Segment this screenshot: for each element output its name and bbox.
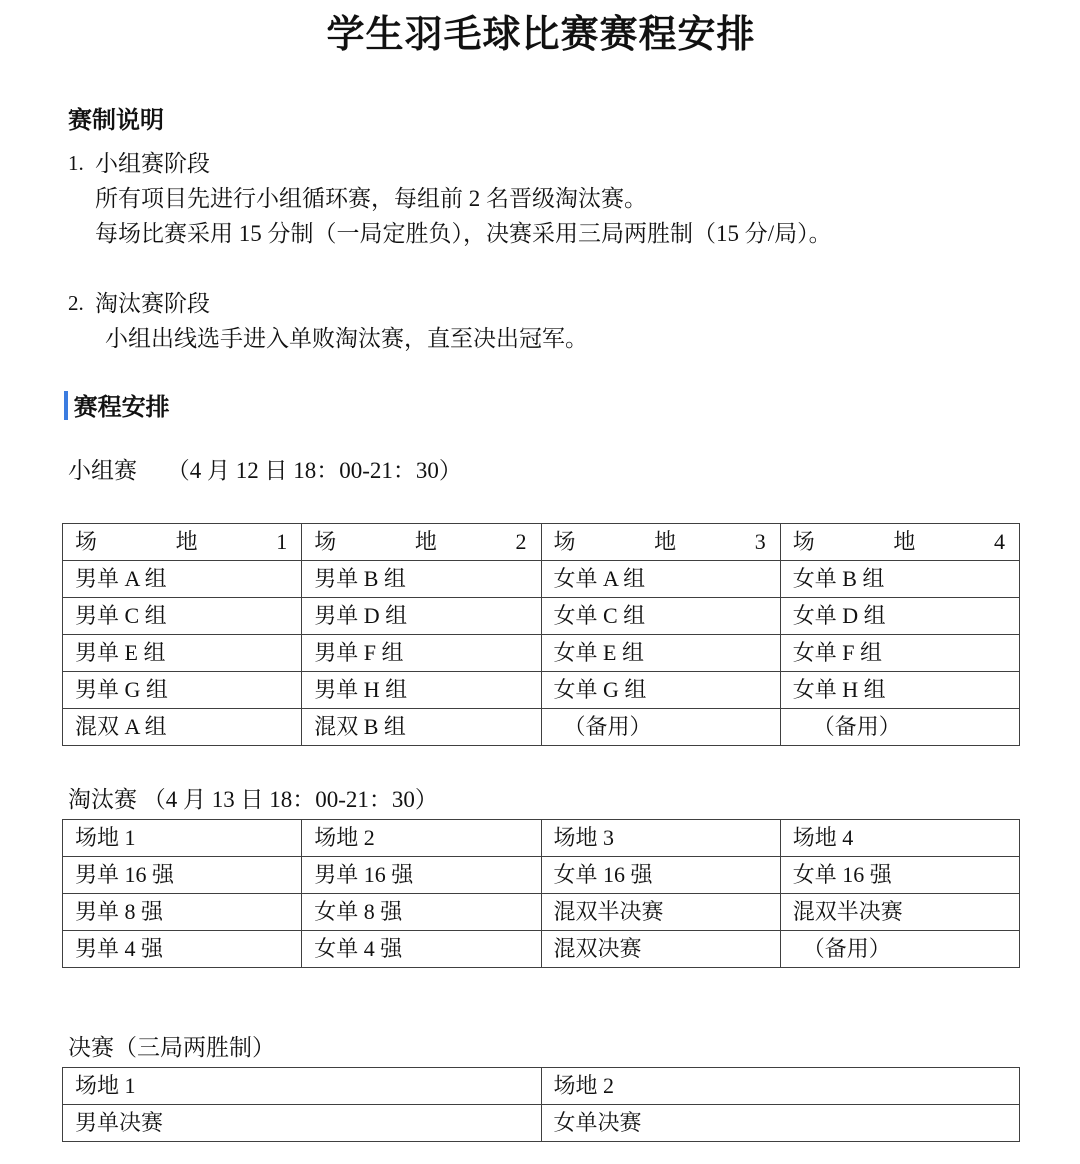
table-cell: 男单 16 强 bbox=[302, 857, 541, 894]
table-cell: 女单 F 组 bbox=[780, 635, 1019, 672]
court-1-header: 场 地 1 bbox=[63, 524, 302, 561]
table-header-row bbox=[63, 820, 1020, 857]
court-2-header: 场 地 2 bbox=[302, 524, 541, 561]
table-cell: （备用） bbox=[780, 931, 1019, 968]
page-title: 学生羽毛球比赛赛程安排 bbox=[326, 14, 756, 56]
table-row bbox=[63, 635, 1020, 672]
table-cell: 女单 A 组 bbox=[541, 561, 780, 598]
table-cell: 女单 8 强 bbox=[302, 894, 541, 931]
table-cell: 男单 4 强 bbox=[63, 931, 302, 968]
table-cell: 混双决赛 bbox=[541, 931, 780, 968]
table-cell: 女单 16 强 bbox=[780, 857, 1019, 894]
stage-name: 决赛（三局两胜制） bbox=[68, 1035, 275, 1060]
court-3-header: 场地 3 bbox=[541, 820, 780, 857]
table-cell: 女单 B 组 bbox=[780, 561, 1019, 598]
paragraph: 小组出线选手进入单败淘汰赛，直至决出冠军。 bbox=[105, 326, 588, 351]
table-cell: 男单 B 组 bbox=[302, 561, 541, 598]
schedule-section-heading bbox=[62, 390, 1020, 425]
table-cell: 女单 4 强 bbox=[302, 931, 541, 968]
table-row bbox=[63, 561, 1020, 598]
court-2-header: 场地 2 bbox=[302, 820, 541, 857]
paragraph: 每场比赛采用 15 分制（一局定胜负），决赛采用三局两胜制（15 分/局）。 bbox=[95, 221, 832, 246]
paragraph: 所有项目先进行小组循环赛，每组前 2 名晋级淘汰赛。 bbox=[95, 186, 647, 211]
stage-time: （4 月 13 日 18：00-21：30） bbox=[142, 787, 438, 812]
table-row bbox=[63, 1105, 1020, 1142]
table-cell: 男单决赛 bbox=[63, 1105, 542, 1142]
table-cell: 混双半决赛 bbox=[780, 894, 1019, 931]
table-row bbox=[63, 598, 1020, 635]
table-cell: 混双 A 组 bbox=[63, 709, 302, 746]
table-cell: 男单 8 强 bbox=[63, 894, 302, 931]
final-stage-table bbox=[62, 1067, 1020, 1142]
table-cell: 混双半决赛 bbox=[541, 894, 780, 931]
court-4-header: 场 地 4 bbox=[780, 524, 1019, 561]
table-cell: 男单 F 组 bbox=[302, 635, 541, 672]
format-section-heading: 赛制说明 bbox=[68, 107, 164, 134]
group-stage-label bbox=[62, 453, 1020, 488]
stage-time: （4 月 12 日 18：00-21：30） bbox=[166, 458, 462, 483]
table-row bbox=[63, 857, 1020, 894]
court-1-header: 场地 1 bbox=[63, 820, 302, 857]
table-cell: 男单 G 组 bbox=[63, 672, 302, 709]
list-number: 2. bbox=[68, 291, 84, 315]
table-row bbox=[63, 672, 1020, 709]
table-cell: 男单 D 组 bbox=[302, 598, 541, 635]
table-cell: 女单决赛 bbox=[541, 1105, 1020, 1142]
table-cell: 女单 G 组 bbox=[541, 672, 780, 709]
table-cell: 女单 D 组 bbox=[780, 598, 1019, 635]
table-cell: 女单 16 强 bbox=[541, 857, 780, 894]
list-number: 1. bbox=[68, 151, 84, 175]
table-cell: 男单 16 强 bbox=[63, 857, 302, 894]
court-4-header: 场地 4 bbox=[780, 820, 1019, 857]
table-row bbox=[63, 931, 1020, 968]
table-cell: 女单 E 组 bbox=[541, 635, 780, 672]
stage-name: 淘汰赛 bbox=[68, 787, 137, 812]
table-cell: 女单 H 组 bbox=[780, 672, 1019, 709]
table-row bbox=[63, 709, 1020, 746]
list-item-knockout-stage bbox=[62, 286, 1020, 321]
table-cell: 女单 C 组 bbox=[541, 598, 780, 635]
list-item-title: 淘汰赛阶段 bbox=[95, 291, 210, 316]
table-row bbox=[63, 894, 1020, 931]
document-page[interactable] bbox=[0, 8, 1080, 1164]
text-cursor bbox=[64, 391, 68, 420]
table-header-row bbox=[63, 524, 1020, 561]
court-3-header: 场 地 3 bbox=[541, 524, 780, 561]
list-item-title: 小组赛阶段 bbox=[95, 151, 210, 176]
schedule-heading-label: 赛程安排 bbox=[73, 394, 170, 421]
table-cell: （备用） bbox=[780, 709, 1019, 746]
knockout-stage-table bbox=[62, 819, 1020, 968]
final-stage-label bbox=[62, 1030, 1020, 1065]
table-cell: 男单 A 组 bbox=[63, 561, 302, 598]
group-stage-table bbox=[62, 523, 1020, 746]
table-cell: 男单 H 组 bbox=[302, 672, 541, 709]
table-cell: 混双 B 组 bbox=[302, 709, 541, 746]
court-1-header: 场地 1 bbox=[63, 1068, 542, 1105]
table-cell: （备用） bbox=[541, 709, 780, 746]
court-2-header: 场地 2 bbox=[541, 1068, 1020, 1105]
table-header-row bbox=[63, 1068, 1020, 1105]
table-cell: 男单 E 组 bbox=[63, 635, 302, 672]
table-cell: 男单 C 组 bbox=[63, 598, 302, 635]
stage-name: 小组赛 bbox=[68, 458, 137, 483]
knockout-stage-label bbox=[62, 782, 1020, 817]
list-item-group-stage bbox=[62, 146, 1020, 181]
